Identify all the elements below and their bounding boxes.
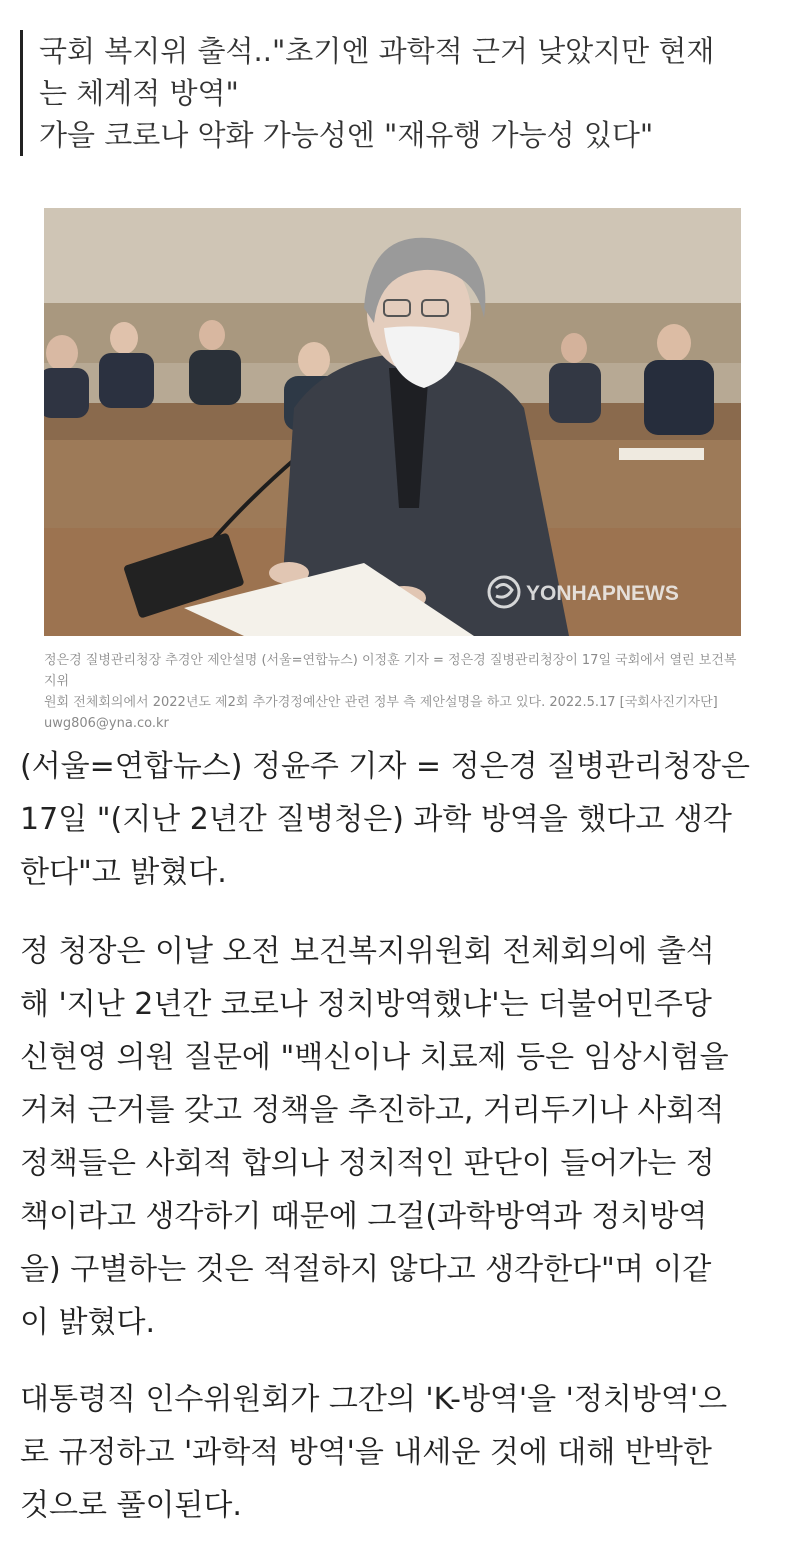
paragraph-line: (서울=연합뉴스) 정윤주 기자 = 정은경 질병관리청장은: [20, 749, 750, 784]
caption-line: 원회 전체회의에서 2022년도 제2회 추가경정예산안 관련 정부 측 제안설명을 하고 있다. 2022.5.17 [국회사진기자단]: [44, 695, 718, 710]
subheading-line: 는 체계적 방역": [39, 76, 239, 110]
watermark-text: YONHAPNEWS: [526, 582, 679, 605]
paragraph-line: 이 밝혔다.: [20, 1305, 155, 1340]
paragraph-line: 로 규정하고 '과학적 방역'을 내세운 것에 대해 반박한: [20, 1435, 712, 1470]
paragraph-line: 책이라고 생각하기 때문에 그걸(과학방역과 정치방역: [20, 1199, 708, 1234]
photo-scene: [44, 208, 741, 636]
paragraph-line: 17일 "(지난 2년간 질병청은) 과학 방역을 했다고 생각: [20, 802, 732, 837]
paragraph-line: 것으로 풀이된다.: [20, 1488, 242, 1523]
photo-caption: [44, 650, 744, 734]
paragraph-line: 정 청장은 이날 오전 보건복지위원회 전체회의에 출석: [20, 934, 715, 969]
article-paragraph: [20, 740, 770, 899]
paragraph-line: 해 '지난 2년간 코로나 정치방역했냐'는 더불어민주당: [20, 987, 712, 1022]
paragraph-line: 대통령직 인수위원회가 그간의 'K-방역'을 '정치방역'으: [20, 1382, 728, 1417]
subheading-line: 가을 코로나 악화 가능성엔 "재유행 가능성 있다": [39, 118, 654, 152]
caption-line: uwg806@yna.co.kr: [44, 716, 169, 731]
article-subheading: [20, 30, 779, 156]
paragraph-line: 정책들은 사회적 합의나 정치적인 판단이 들어가는 정: [20, 1146, 715, 1181]
subheading-line: 국회 복지위 출석.."초기엔 과학적 근거 낮았지만 현재: [39, 34, 715, 68]
paragraph-line: 한다"고 밝혔다.: [20, 855, 227, 890]
article-paragraph: [20, 1373, 770, 1532]
paragraph-line: 을) 구별하는 것은 적절하지 않다고 생각한다"며 이같: [20, 1252, 712, 1287]
paragraph-line: 거쳐 근거를 갖고 정책을 추진하고, 거리두기나 사회적: [20, 1093, 725, 1128]
caption-line: 정은경 질병관리청장 추경안 제안설명 (서울=연합뉴스) 이정훈 기자 = 정은경 질병관리청장이 17일 국회에서 열린 보건복지위: [44, 653, 737, 689]
article-paragraph: [20, 925, 770, 1349]
paragraph-line: 신현영 의원 질문에 "백신이나 치료제 등은 임상시험을: [20, 1040, 729, 1075]
article-photo: [44, 208, 741, 636]
